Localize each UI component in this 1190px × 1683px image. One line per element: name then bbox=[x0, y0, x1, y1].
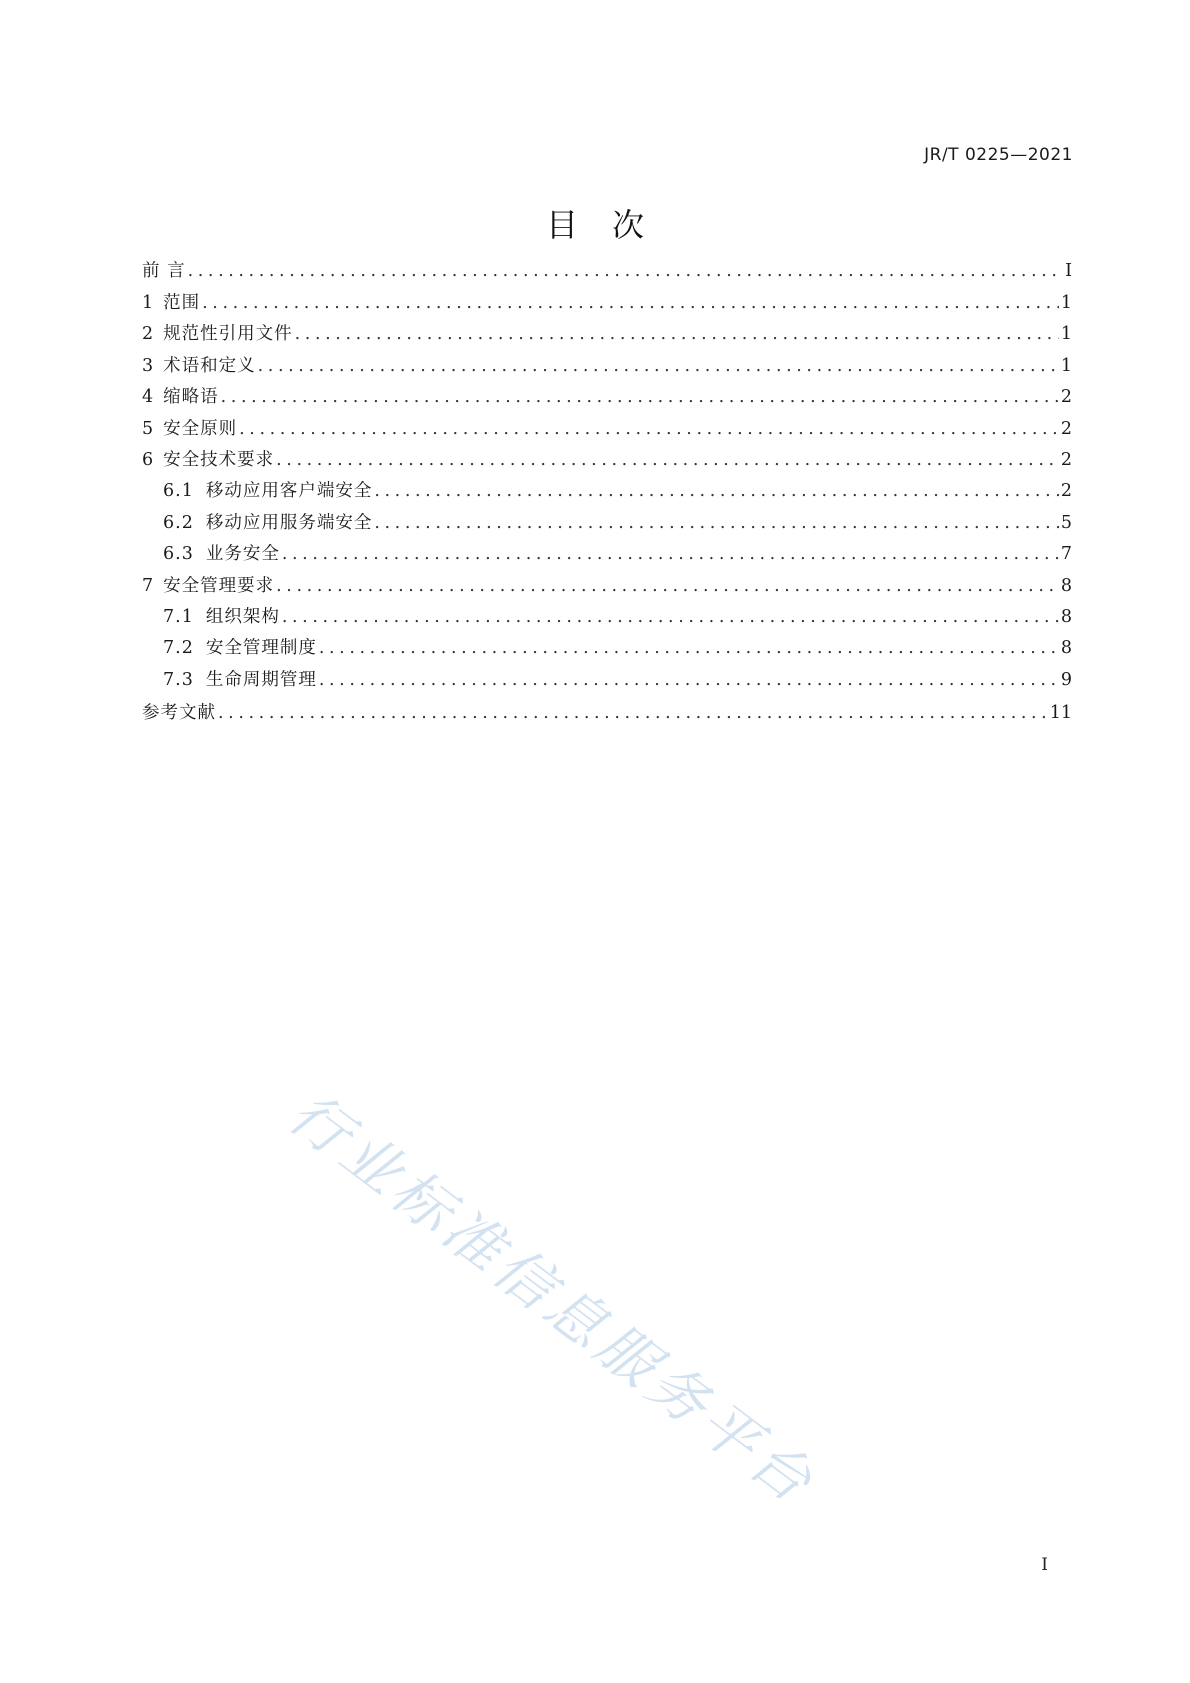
toc-entry-preface[interactable] bbox=[142, 256, 1072, 288]
toc-leader-dots bbox=[374, 508, 1059, 539]
toc-leader-dots bbox=[202, 288, 1059, 319]
toc-section-number: 1 bbox=[142, 293, 154, 313]
toc-page-number: 2 bbox=[1060, 418, 1072, 439]
toc-section-number: 5 bbox=[142, 418, 154, 439]
page-number: I bbox=[1041, 1555, 1048, 1575]
toc-entry-7-1[interactable] bbox=[142, 602, 1072, 633]
toc-section-number: 6.3 bbox=[163, 544, 194, 565]
toc-section-number: 6.2 bbox=[163, 512, 194, 533]
toc-entry-6-1[interactable] bbox=[142, 476, 1072, 507]
toc-entry-7[interactable] bbox=[142, 571, 1072, 602]
toc-leader-dots bbox=[374, 476, 1059, 507]
toc-page-number: 8 bbox=[1060, 606, 1072, 627]
toc-section-number: 7.1 bbox=[163, 606, 194, 627]
toc-label: 安全管理制度 bbox=[205, 638, 317, 659]
toc-entry-6-3[interactable] bbox=[142, 539, 1072, 570]
toc-entry-6-2[interactable] bbox=[142, 508, 1072, 539]
title-char-2: 次 bbox=[612, 206, 645, 244]
document-code: JR/T 0225—2021 bbox=[924, 145, 1073, 165]
toc-page-number: 8 bbox=[1060, 638, 1072, 659]
toc-entry-5[interactable] bbox=[142, 414, 1072, 445]
toc-section-number: 7.3 bbox=[163, 669, 194, 690]
table-of-contents bbox=[142, 256, 1072, 729]
toc-page-number: 5 bbox=[1060, 512, 1072, 533]
toc-leader-dots bbox=[239, 414, 1059, 445]
toc-leader-dots bbox=[276, 571, 1059, 602]
toc-page-number: 1 bbox=[1060, 355, 1072, 376]
toc-label: 移动应用服务端安全 bbox=[205, 512, 373, 533]
toc-label: 组织架构 bbox=[205, 606, 280, 627]
toc-entry-7-3[interactable] bbox=[142, 665, 1072, 696]
toc-leader-dots bbox=[282, 539, 1059, 570]
toc-label: 前 言 bbox=[142, 261, 186, 281]
toc-label: 安全管理要求 bbox=[163, 575, 275, 596]
toc-section-number: 7.2 bbox=[163, 638, 194, 659]
toc-page-number: 2 bbox=[1060, 481, 1072, 502]
toc-page-number: 2 bbox=[1060, 449, 1072, 470]
toc-page-number: 1 bbox=[1060, 324, 1072, 345]
toc-label: 术语和定义 bbox=[163, 355, 256, 376]
toc-page-number: I bbox=[1065, 261, 1072, 281]
toc-label: 生命周期管理 bbox=[205, 669, 317, 690]
toc-label: 规范性引用文件 bbox=[163, 324, 293, 345]
toc-leader-dots bbox=[188, 256, 1064, 287]
toc-page-number: 7 bbox=[1060, 544, 1072, 565]
toc-leader-dots bbox=[282, 602, 1059, 633]
toc-entry-1[interactable] bbox=[142, 288, 1072, 319]
toc-page-number: 1 bbox=[1060, 293, 1072, 313]
toc-label: 移动应用客户端安全 bbox=[205, 481, 373, 502]
toc-entry-3[interactable] bbox=[142, 351, 1072, 382]
toc-page-number: 2 bbox=[1060, 387, 1072, 408]
toc-section-number: 4 bbox=[142, 387, 154, 408]
toc-label: 缩略语 bbox=[163, 387, 219, 408]
toc-leader-dots bbox=[221, 382, 1059, 413]
toc-section-number: 6.1 bbox=[163, 481, 194, 502]
toc-leader-dots bbox=[276, 445, 1059, 476]
toc-leader-dots bbox=[319, 665, 1059, 696]
toc-leader-dots bbox=[218, 698, 1048, 729]
toc-entry-references[interactable] bbox=[142, 698, 1072, 729]
toc-entry-7-2[interactable] bbox=[142, 633, 1072, 664]
toc-page-number: 8 bbox=[1060, 575, 1072, 596]
toc-leader-dots bbox=[258, 351, 1059, 382]
toc-section-number: 3 bbox=[142, 355, 154, 376]
toc-entry-4[interactable] bbox=[142, 382, 1072, 413]
watermark: 行业标准信息服务平台 bbox=[276, 1078, 829, 1519]
toc-section-number: 2 bbox=[142, 324, 154, 345]
toc-label: 参考文献 bbox=[142, 703, 216, 724]
toc-label: 业务安全 bbox=[205, 544, 280, 565]
toc-page-number: 11 bbox=[1049, 703, 1072, 724]
toc-entry-6[interactable] bbox=[142, 445, 1072, 476]
toc-leader-dots bbox=[319, 633, 1059, 664]
toc-page-number: 9 bbox=[1060, 669, 1072, 690]
toc-section-number: 7 bbox=[142, 575, 154, 596]
title-char-1: 目 bbox=[545, 206, 578, 244]
toc-label: 范围 bbox=[163, 293, 201, 313]
page-title bbox=[0, 200, 1190, 246]
toc-label: 安全原则 bbox=[163, 418, 238, 439]
toc-section-number: 6 bbox=[142, 449, 154, 470]
toc-leader-dots bbox=[295, 319, 1059, 350]
toc-entry-2[interactable] bbox=[142, 319, 1072, 350]
toc-label: 安全技术要求 bbox=[163, 449, 275, 470]
